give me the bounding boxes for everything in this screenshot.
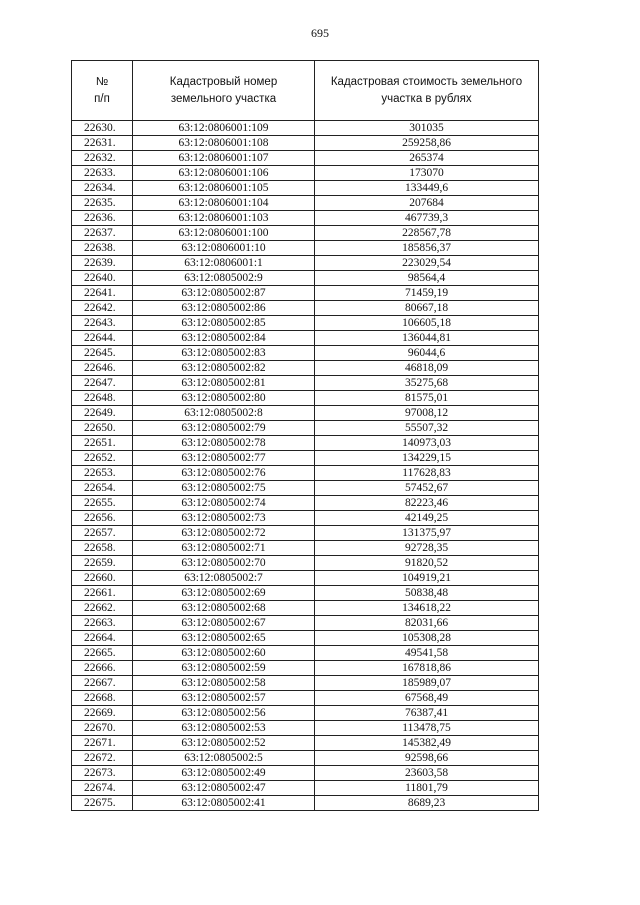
cadastral-number-cell: 63:12:0805002:82 — [133, 361, 315, 376]
table-row — [72, 496, 539, 511]
cadastral-value-cell: 140973,03 — [315, 436, 539, 451]
cadastral-number-cell: 63:12:0805002:58 — [133, 676, 315, 691]
cadastral-number-cell: 63:12:0805002:70 — [133, 556, 315, 571]
row-number-cell: 22661. — [72, 586, 133, 601]
cadastral-value-cell: 82031,66 — [315, 616, 539, 631]
cadastral-value-cell: 49541,58 — [315, 646, 539, 661]
cadastral-number-cell: 63:12:0805002:56 — [133, 706, 315, 721]
cadastral-number-cell: 63:12:0806001:109 — [133, 121, 315, 136]
cadastral-number-cell: 63:12:0805002:7 — [133, 571, 315, 586]
table-row — [72, 766, 539, 781]
column-header-cadastral-value: Кадастровая стоимость земельного участка в рублях — [315, 61, 539, 121]
cadastral-value-cell: 134229,15 — [315, 451, 539, 466]
cadastral-number-cell: 63:12:0806001:103 — [133, 211, 315, 226]
cadastral-value-cell: 23603,58 — [315, 766, 539, 781]
row-number-cell: 22671. — [72, 736, 133, 751]
cadastral-number-cell: 63:12:0805002:77 — [133, 451, 315, 466]
table-header-row — [72, 61, 539, 121]
cadastral-value-cell: 67568,49 — [315, 691, 539, 706]
cadastral-number-cell: 63:12:0805002:5 — [133, 751, 315, 766]
table-row — [72, 661, 539, 676]
cadastral-number-cell: 63:12:0806001:106 — [133, 166, 315, 181]
row-number-cell: 22630. — [72, 121, 133, 136]
cadastral-number-cell: 63:12:0805002:78 — [133, 436, 315, 451]
cadastral-value-cell: 228567,78 — [315, 226, 539, 241]
cadastral-value-cell: 145382,49 — [315, 736, 539, 751]
cadastral-number-cell: 63:12:0805002:85 — [133, 316, 315, 331]
row-number-cell: 22646. — [72, 361, 133, 376]
row-number-cell: 22645. — [72, 346, 133, 361]
cadastral-value-cell: 134618,22 — [315, 601, 539, 616]
table-row — [72, 451, 539, 466]
table-row — [72, 751, 539, 766]
page-number: 695 — [311, 26, 329, 40]
table-row — [72, 196, 539, 211]
cadastral-value-cell: 82223,46 — [315, 496, 539, 511]
row-number-cell: 22662. — [72, 601, 133, 616]
row-number-cell: 22659. — [72, 556, 133, 571]
cadastral-number-cell: 63:12:0805002:81 — [133, 376, 315, 391]
row-number-cell: 22666. — [72, 661, 133, 676]
table-row — [72, 526, 539, 541]
row-number-cell: 22631. — [72, 136, 133, 151]
cadastral-value-cell: 131375,97 — [315, 526, 539, 541]
cadastral-number-cell: 63:12:0806001:107 — [133, 151, 315, 166]
cadastral-value-cell: 223029,54 — [315, 256, 539, 271]
cadastral-value-cell: 136044,81 — [315, 331, 539, 346]
table-row — [72, 136, 539, 151]
cadastral-value-cell: 71459,19 — [315, 286, 539, 301]
row-number-cell: 22672. — [72, 751, 133, 766]
row-number-cell: 22644. — [72, 331, 133, 346]
table-row — [72, 601, 539, 616]
row-number-cell: 22670. — [72, 721, 133, 736]
cadastral-value-cell: 185856,37 — [315, 241, 539, 256]
cadastral-number-cell: 63:12:0805002:53 — [133, 721, 315, 736]
cadastral-value-cell: 105308,28 — [315, 631, 539, 646]
cadastral-number-cell: 63:12:0805002:49 — [133, 766, 315, 781]
cadastral-number-cell: 63:12:0805002:72 — [133, 526, 315, 541]
cadastral-number-cell: 63:12:0805002:87 — [133, 286, 315, 301]
row-number-cell: 22663. — [72, 616, 133, 631]
table-row — [72, 466, 539, 481]
cadastral-number-cell: 63:12:0805002:71 — [133, 541, 315, 556]
table-row — [72, 646, 539, 661]
row-number-cell: 22643. — [72, 316, 133, 331]
cadastral-value-cell: 80667,18 — [315, 301, 539, 316]
cadastral-number-cell: 63:12:0805002:84 — [133, 331, 315, 346]
row-number-cell: 22656. — [72, 511, 133, 526]
cadastral-number-cell: 63:12:0805002:79 — [133, 421, 315, 436]
cadastral-value-cell: 92598,66 — [315, 751, 539, 766]
row-number-cell: 22635. — [72, 196, 133, 211]
cadastral-number-cell: 63:12:0805002:67 — [133, 616, 315, 631]
table-row — [72, 226, 539, 241]
cadastral-value-cell: 207684 — [315, 196, 539, 211]
row-number-cell: 22675. — [72, 796, 133, 811]
table-row — [72, 631, 539, 646]
table-row — [72, 166, 539, 181]
table-body — [72, 121, 539, 811]
row-number-cell: 22647. — [72, 376, 133, 391]
table-row — [72, 331, 539, 346]
cadastral-number-cell: 63:12:0805002:83 — [133, 346, 315, 361]
table-row — [72, 406, 539, 421]
cadastral-number-cell: 63:12:0805002:68 — [133, 601, 315, 616]
cadastral-number-cell: 63:12:0805002:41 — [133, 796, 315, 811]
cadastral-number-cell: 63:12:0805002:86 — [133, 301, 315, 316]
row-number-cell: 22673. — [72, 766, 133, 781]
row-number-cell: 22639. — [72, 256, 133, 271]
row-number-cell: 22653. — [72, 466, 133, 481]
table-row — [72, 256, 539, 271]
cadastral-number-cell: 63:12:0806001:108 — [133, 136, 315, 151]
table-row — [72, 421, 539, 436]
cadastral-number-cell: 63:12:0805002:80 — [133, 391, 315, 406]
cadastral-number-cell: 63:12:0806001:1 — [133, 256, 315, 271]
row-number-cell: 22660. — [72, 571, 133, 586]
cadastral-value-cell: 42149,25 — [315, 511, 539, 526]
cadastral-number-cell: 63:12:0805002:73 — [133, 511, 315, 526]
table-row — [72, 691, 539, 706]
cadastral-value-cell: 35275,68 — [315, 376, 539, 391]
cadastral-number-cell: 63:12:0805002:75 — [133, 481, 315, 496]
row-number-cell: 22657. — [72, 526, 133, 541]
cadastral-number-cell: 63:12:0806001:100 — [133, 226, 315, 241]
row-number-cell: 22641. — [72, 286, 133, 301]
cadastral-value-cell: 8689,23 — [315, 796, 539, 811]
cadastral-value-cell: 96044,6 — [315, 346, 539, 361]
cadastral-number-cell: 63:12:0805002:59 — [133, 661, 315, 676]
row-number-cell: 22654. — [72, 481, 133, 496]
table-row — [72, 121, 539, 136]
cadastral-value-cell: 133449,6 — [315, 181, 539, 196]
table-row — [72, 151, 539, 166]
row-number-cell: 22651. — [72, 436, 133, 451]
table-row — [72, 241, 539, 256]
table-row — [72, 541, 539, 556]
row-number-cell: 22655. — [72, 496, 133, 511]
cadastral-value-cell: 81575,01 — [315, 391, 539, 406]
table-row — [72, 481, 539, 496]
cadastral-value-cell: 259258,86 — [315, 136, 539, 151]
cadastral-value-cell: 92728,35 — [315, 541, 539, 556]
cadastral-value-cell: 57452,67 — [315, 481, 539, 496]
table-row — [72, 706, 539, 721]
cadastral-value-cell: 97008,12 — [315, 406, 539, 421]
table-row — [72, 436, 539, 451]
cadastral-number-cell: 63:12:0805002:52 — [133, 736, 315, 751]
row-number-cell: 22636. — [72, 211, 133, 226]
cadastral-value-cell: 301035 — [315, 121, 539, 136]
table-row — [72, 571, 539, 586]
row-number-cell: 22649. — [72, 406, 133, 421]
row-number-cell: 22634. — [72, 181, 133, 196]
row-number-cell: 22674. — [72, 781, 133, 796]
table-row — [72, 376, 539, 391]
row-number-cell: 22640. — [72, 271, 133, 286]
cadastral-number-cell: 63:12:0805002:8 — [133, 406, 315, 421]
cadastral-number-cell: 63:12:0806001:10 — [133, 241, 315, 256]
cadastral-number-cell: 63:12:0805002:65 — [133, 631, 315, 646]
table-row — [72, 616, 539, 631]
cadastral-value-cell: 50838,48 — [315, 586, 539, 601]
table-row — [72, 211, 539, 226]
cadastral-value-cell: 185989,07 — [315, 676, 539, 691]
table-row — [72, 301, 539, 316]
table-row — [72, 316, 539, 331]
cadastral-number-cell: 63:12:0805002:76 — [133, 466, 315, 481]
cadastral-value-cell: 91820,52 — [315, 556, 539, 571]
row-number-cell: 22632. — [72, 151, 133, 166]
cadastral-value-cell: 167818,86 — [315, 661, 539, 676]
cadastral-value-cell: 55507,32 — [315, 421, 539, 436]
cadastral-number-cell: 63:12:0805002:60 — [133, 646, 315, 661]
table-row — [72, 511, 539, 526]
cadastral-value-cell: 173070 — [315, 166, 539, 181]
table-row — [72, 781, 539, 796]
cadastral-value-cell: 113478,75 — [315, 721, 539, 736]
table-row — [72, 721, 539, 736]
table-row — [72, 736, 539, 751]
table-row — [72, 286, 539, 301]
row-number-cell: 22648. — [72, 391, 133, 406]
cadastral-number-cell: 63:12:0805002:69 — [133, 586, 315, 601]
row-number-cell: 22665. — [72, 646, 133, 661]
cadastral-value-cell: 106605,18 — [315, 316, 539, 331]
row-number-cell: 22658. — [72, 541, 133, 556]
table-row — [72, 676, 539, 691]
cadastral-number-cell: 63:12:0805002:74 — [133, 496, 315, 511]
cadastral-number-cell: 63:12:0806001:105 — [133, 181, 315, 196]
table-row — [72, 271, 539, 286]
cadastral-number-cell: 63:12:0805002:9 — [133, 271, 315, 286]
table-row — [72, 181, 539, 196]
cadastral-value-cell: 46818,09 — [315, 361, 539, 376]
cadastral-value-cell: 117628,83 — [315, 466, 539, 481]
table-row — [72, 361, 539, 376]
row-number-cell: 22667. — [72, 676, 133, 691]
table-row — [72, 346, 539, 361]
table-row — [72, 796, 539, 811]
row-number-cell: 22650. — [72, 421, 133, 436]
cadastral-value-cell: 104919,21 — [315, 571, 539, 586]
row-number-cell: 22652. — [72, 451, 133, 466]
table-row — [72, 556, 539, 571]
row-number-cell: 22633. — [72, 166, 133, 181]
column-header-cadastral-number: Кадастровый номер земельного участка — [133, 61, 315, 121]
row-number-cell: 22638. — [72, 241, 133, 256]
cadastral-number-cell: 63:12:0805002:47 — [133, 781, 315, 796]
cadastral-number-cell: 63:12:0805002:57 — [133, 691, 315, 706]
cadastral-table — [71, 60, 539, 811]
cadastral-value-cell: 11801,79 — [315, 781, 539, 796]
row-number-cell: 22669. — [72, 706, 133, 721]
table-row — [72, 586, 539, 601]
cadastral-value-cell: 265374 — [315, 151, 539, 166]
row-number-cell: 22664. — [72, 631, 133, 646]
cadastral-value-cell: 76387,41 — [315, 706, 539, 721]
table-row — [72, 391, 539, 406]
row-number-cell: 22637. — [72, 226, 133, 241]
cadastral-number-cell: 63:12:0806001:104 — [133, 196, 315, 211]
cadastral-value-cell: 467739,3 — [315, 211, 539, 226]
cadastral-value-cell: 98564,4 — [315, 271, 539, 286]
column-header-number: № п/п — [72, 61, 133, 121]
row-number-cell: 22668. — [72, 691, 133, 706]
row-number-cell: 22642. — [72, 301, 133, 316]
